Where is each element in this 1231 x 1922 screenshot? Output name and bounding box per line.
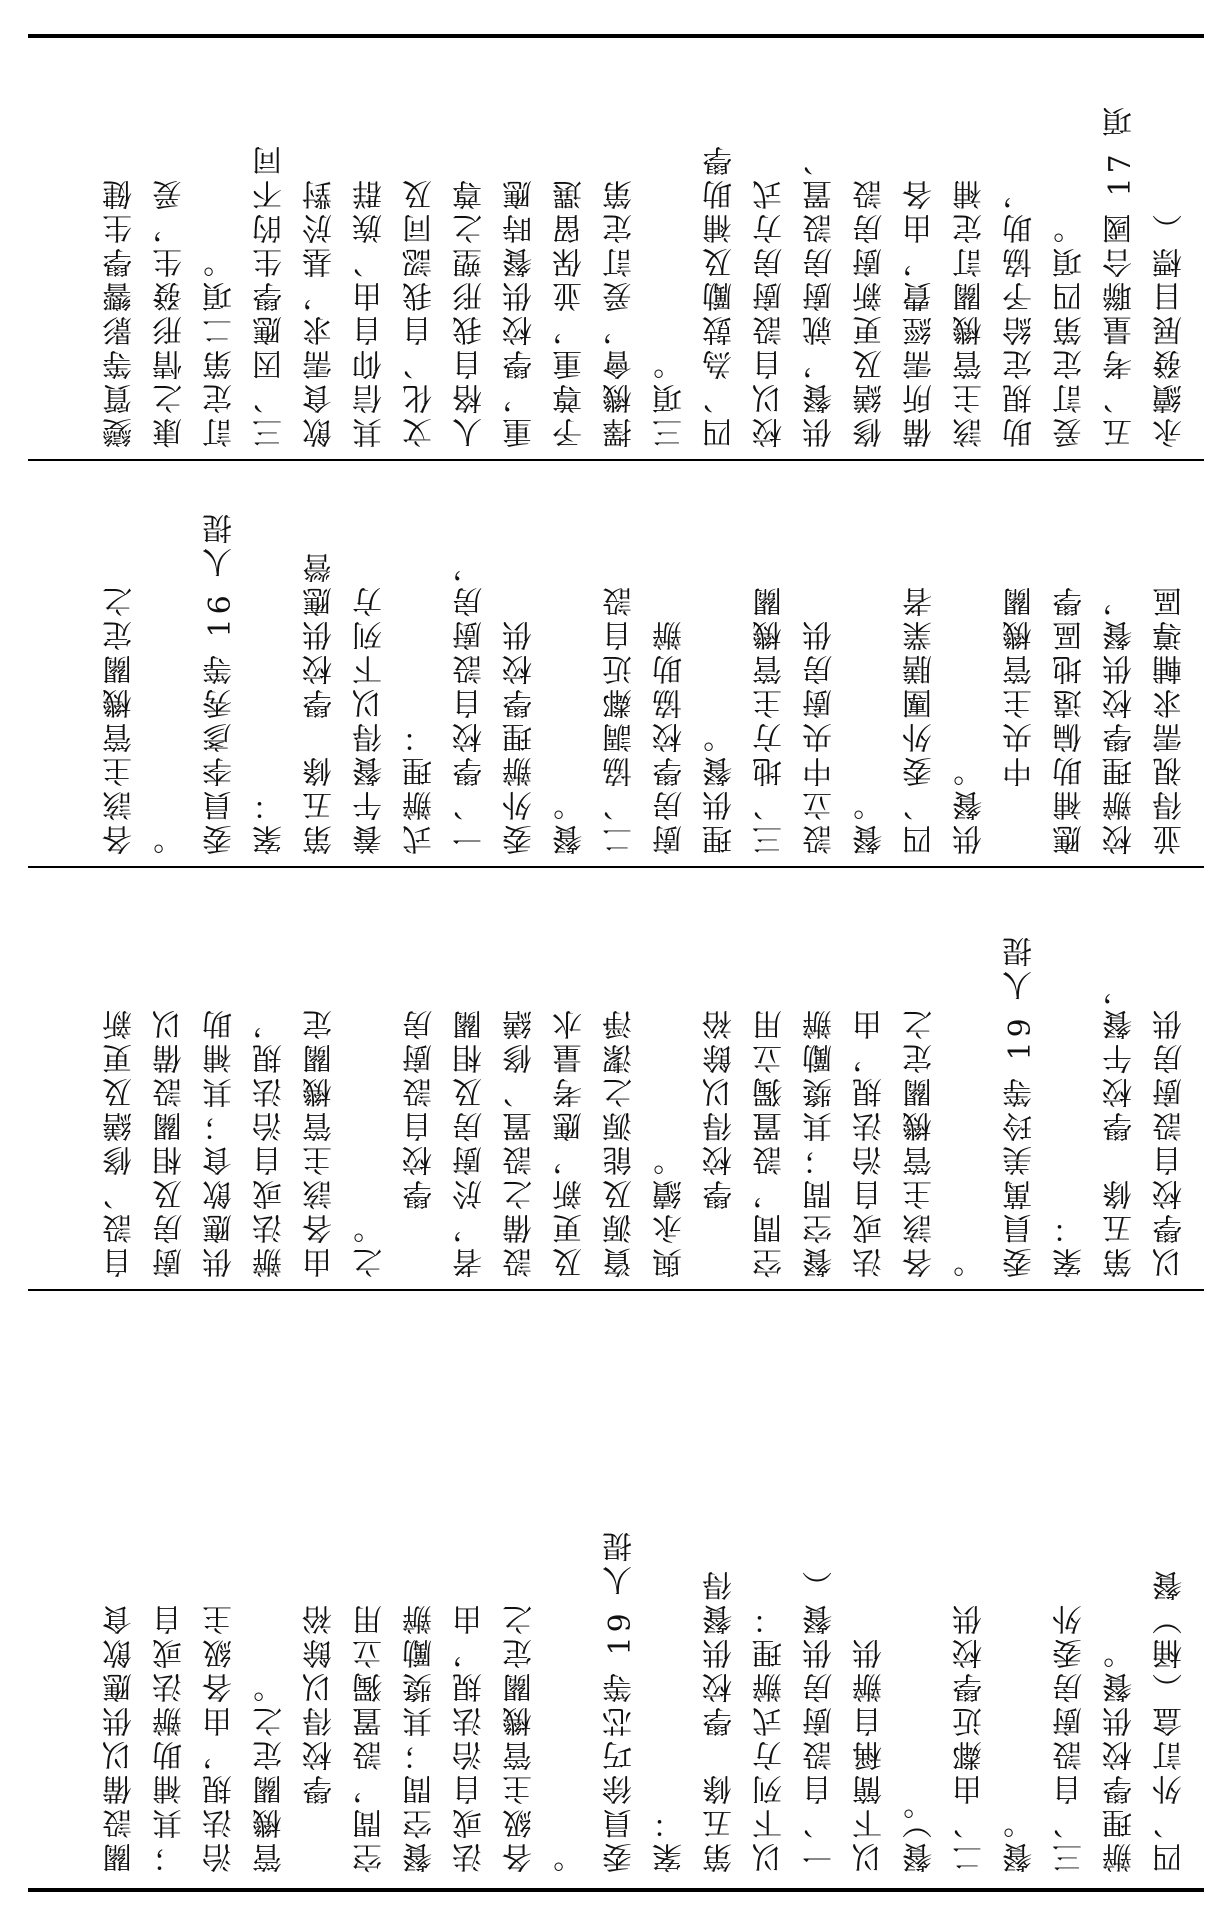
band-divider-2	[28, 866, 1204, 868]
text-band-3	[28, 870, 1204, 1288]
band-2-text: 各該主管機關定之 。 委員李彥秀等 16 人提 案： 第五條 學校供應營 養午餐得以下列方 式辦理： 一、學校自設廚房， 委外辦理學校供 餐。 二、協調鄰近自設 廚房學校協助辦 理供餐。 三、地方主管機關 設立中央廚房供 餐。 四、委外團膳業者 供餐。 中央主管機關 應補助偏遠地區學 校辦理學校供餐， 並得視需求輔導區	[103, 509, 1188, 855]
band-1-text: 變質等影響學生健 康之情形發生，爰 訂定第二項。 三、因應學生的不同 飲食需求，基於對 其信仰自由、族群 文化、自我認同及 人格自我形塑之尊 重，學校供餐時應 予尊重，並保留選 擇機會，爰訂定第 三項。 四、為鼓勵及補助學 校以自設廚房方式 供餐，就廚房設置、 修繕及更新廚房設 備所需經費，由各 該主管機關訂定補 助規定給予協助， 爰訂定第四項。 五、考量聯合國 17 項 永續發展目標（	[103, 102, 1188, 448]
band-3-text: 自設、修繕及更新 廚房及相關設備以 供應飲食；其補助 辦法或自治法規， 由各該主管機關定 之。 學校自設廚房 者，於廚房及相關 設備之設置、修繕 及更新，應考量水 資源及能源之潔淨 與永續。 學校得以餘裕 空間，設置獨立用 餐空間；其獎勵辦 法或自治法規，由 各該主管機關定之 。 委員萬美玲等 19 人提 案： 第五條 學校午餐， 以學校自設廚房供	[103, 932, 1188, 1278]
band-divider-1	[28, 459, 1204, 461]
bottom-rule	[28, 1888, 1204, 1892]
text-band-2	[28, 463, 1204, 865]
text-band-1	[28, 38, 1204, 458]
band-divider-3	[28, 1289, 1204, 1291]
band-4-text: 關設備以供應飲食 ；其補助辦法或自 治法規，由各級主 管機關定之。 學校得以餘裕 空間，設置獨立用 餐空間；其獎勵辦 法或自治法規，由 各級主管機關定之 。 委員徐巧芯等 19 人提 案： 第五條 學校供餐得 以下列方式辦理： 一、自設廚房供餐（ 以下簡稱自辦供 餐）。 二、由鄰近學校供 餐。 三、自設廚房委外 辦理學校供餐。 四、外訂盒（桶）餐	[103, 1527, 1188, 1873]
text-band-4	[28, 1293, 1204, 1883]
